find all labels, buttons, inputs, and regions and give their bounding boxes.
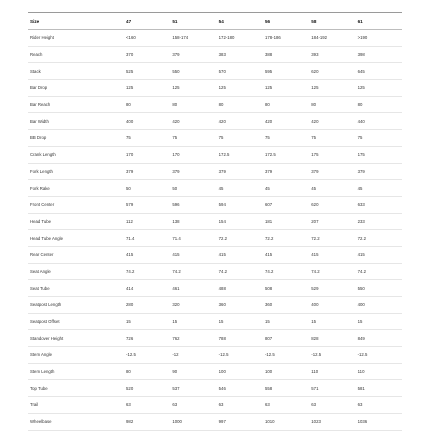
row-value: 525 — [124, 63, 170, 80]
row-value: 72.2 — [217, 230, 263, 247]
table-row — [28, 63, 402, 80]
row-value: 207 — [309, 213, 355, 230]
row-value: 1036 — [356, 413, 402, 430]
table-row — [28, 363, 402, 380]
row-value: 45 — [263, 180, 309, 197]
header-row — [28, 13, 402, 30]
row-value: 550 — [356, 280, 402, 297]
row-value: 75 — [170, 130, 216, 147]
row-value: 579 — [124, 196, 170, 213]
row-value: 620 — [309, 63, 355, 80]
table-row — [28, 330, 402, 347]
row-value: >190 — [356, 30, 402, 47]
row-value: -12.5 — [124, 347, 170, 364]
row-value: 175 — [309, 146, 355, 163]
row-value: 170 — [124, 146, 170, 163]
header-cell-size-1: 47 — [126, 18, 132, 24]
table-row — [28, 130, 402, 147]
row-label: Stack — [28, 63, 124, 80]
table-row — [28, 80, 402, 97]
row-label: Stem Angle — [28, 347, 124, 364]
row-value: 461 — [170, 280, 216, 297]
row-label: Standover Height — [28, 330, 124, 347]
row-value: 170 — [170, 146, 216, 163]
table-row — [28, 96, 402, 113]
table-row — [28, 297, 402, 314]
row-value: 570 — [217, 63, 263, 80]
row-value: 550 — [170, 63, 216, 80]
row-value: 596 — [170, 196, 216, 213]
table-row — [28, 180, 402, 197]
row-value: 415 — [217, 246, 263, 263]
row-label: Fork Length — [28, 163, 124, 180]
row-value: 80 — [124, 363, 170, 380]
row-value: 110 — [309, 363, 355, 380]
header-cell-size-6: 61 — [357, 18, 363, 24]
row-value: 181 — [263, 213, 309, 230]
row-value: 393 — [309, 46, 355, 63]
row-label: Trail — [28, 397, 124, 414]
row-value: 75 — [217, 130, 263, 147]
header-cell-size-3: 54 — [218, 18, 224, 24]
row-value: 71.4 — [170, 230, 216, 247]
row-value: 63 — [263, 397, 309, 414]
row-value: 74.2 — [263, 263, 309, 280]
table-row — [28, 413, 402, 430]
table-row — [28, 263, 402, 280]
row-value: 415 — [170, 246, 216, 263]
row-value: 508 — [263, 280, 309, 297]
row-value: 74.2 — [170, 263, 216, 280]
row-label: Reach — [28, 46, 124, 63]
row-value: 520 — [124, 380, 170, 397]
row-value: 726 — [124, 330, 170, 347]
row-label: Seat Tube — [28, 280, 124, 297]
table-header — [28, 13, 402, 30]
row-value: 125 — [170, 80, 216, 97]
row-value: 581 — [356, 380, 402, 397]
row-value: 420 — [217, 113, 263, 130]
row-value: 360 — [263, 297, 309, 314]
row-value: 45 — [356, 180, 402, 197]
row-value: 72.2 — [309, 230, 355, 247]
header-cell-size-5: 58 — [311, 18, 317, 24]
row-value: 63 — [217, 397, 263, 414]
row-value: 45 — [217, 180, 263, 197]
row-value: 172.5 — [217, 146, 263, 163]
row-label: Fork Rake — [28, 180, 124, 197]
row-value: 90 — [170, 363, 216, 380]
row-value: 80 — [309, 96, 355, 113]
row-value: <160 — [124, 30, 170, 47]
table-row — [28, 246, 402, 263]
row-value: 379 — [170, 163, 216, 180]
row-value: 112 — [124, 213, 170, 230]
row-value: 379 — [309, 163, 355, 180]
row-label: Bar Reach — [28, 96, 124, 113]
row-value: 74.2 — [217, 263, 263, 280]
row-value: 633 — [356, 196, 402, 213]
table-row — [28, 113, 402, 130]
row-label: BB Drop — [28, 130, 124, 147]
row-value: 63 — [170, 397, 216, 414]
row-label: Wheelbase — [28, 413, 124, 430]
table-row — [28, 397, 402, 414]
row-label: Rear Center — [28, 246, 124, 263]
table-row — [28, 196, 402, 213]
row-value: 80 — [124, 96, 170, 113]
row-value: 138 — [170, 213, 216, 230]
row-value: 233 — [356, 213, 402, 230]
row-value: 360 — [217, 297, 263, 314]
row-label: Top Tube — [28, 380, 124, 397]
geometry-table — [28, 12, 402, 431]
row-value: 15 — [217, 313, 263, 330]
row-value: 415 — [356, 246, 402, 263]
row-value: 50 — [170, 180, 216, 197]
row-value: 75 — [309, 130, 355, 147]
row-value: 175 — [356, 146, 402, 163]
row-value: 788 — [217, 330, 263, 347]
row-label: Rider Height — [28, 30, 124, 47]
row-value: 178-186 — [263, 30, 309, 47]
table-row — [28, 46, 402, 63]
row-value: 158-174 — [170, 30, 216, 47]
row-value: 1023 — [309, 413, 355, 430]
row-label: Seatpost Length — [28, 297, 124, 314]
row-value: 63 — [124, 397, 170, 414]
row-value: 645 — [356, 63, 402, 80]
row-value: 125 — [124, 80, 170, 97]
row-value: 440 — [356, 113, 402, 130]
row-value: 849 — [356, 330, 402, 347]
row-value: -12.5 — [309, 347, 355, 364]
row-label: Bar Drop — [28, 80, 124, 97]
row-value: 50 — [124, 180, 170, 197]
row-value: 571 — [309, 380, 355, 397]
row-value: 80 — [356, 96, 402, 113]
row-label: Head Tube — [28, 213, 124, 230]
row-value: 982 — [124, 413, 170, 430]
row-value: 379 — [263, 163, 309, 180]
row-value: 75 — [263, 130, 309, 147]
row-value: 15 — [356, 313, 402, 330]
row-value: 400 — [356, 297, 402, 314]
row-value: 379 — [217, 163, 263, 180]
row-value: 15 — [170, 313, 216, 330]
row-value: 110 — [356, 363, 402, 380]
row-value: 546 — [217, 380, 263, 397]
row-value: 1010 — [263, 413, 309, 430]
row-value: 388 — [263, 46, 309, 63]
table-row — [28, 280, 402, 297]
row-value: 420 — [309, 113, 355, 130]
row-value: 420 — [263, 113, 309, 130]
row-value: 607 — [263, 196, 309, 213]
row-value: 15 — [309, 313, 355, 330]
row-value: 75 — [356, 130, 402, 147]
row-value: 74.2 — [356, 263, 402, 280]
row-value: 320 — [170, 297, 216, 314]
row-value: 75 — [124, 130, 170, 147]
row-value: 762 — [170, 330, 216, 347]
row-value: 184-192 — [309, 30, 355, 47]
row-value: 488 — [217, 280, 263, 297]
row-value: 80 — [170, 96, 216, 113]
row-value: 63 — [309, 397, 355, 414]
table-row — [28, 313, 402, 330]
table-body — [28, 30, 402, 431]
row-label: Stem Length — [28, 363, 124, 380]
row-value: 125 — [217, 80, 263, 97]
row-label: Front Center — [28, 196, 124, 213]
row-value: -12.5 — [263, 347, 309, 364]
row-value: 172.5 — [263, 146, 309, 163]
row-value: 80 — [263, 96, 309, 113]
row-value: 45 — [309, 180, 355, 197]
row-value: 415 — [124, 246, 170, 263]
table-row — [28, 347, 402, 364]
header-cell-size: Size — [30, 18, 40, 24]
header-cell-size-4: 56 — [264, 18, 271, 24]
row-value: 72.2 — [356, 230, 402, 247]
row-value: 72.2 — [263, 230, 309, 247]
row-value: 400 — [309, 297, 355, 314]
row-value: 415 — [263, 246, 309, 263]
row-value: 154 — [217, 213, 263, 230]
row-value: 379 — [124, 163, 170, 180]
row-value: 74.2 — [309, 263, 355, 280]
row-value: 828 — [309, 330, 355, 347]
row-value: 379 — [356, 163, 402, 180]
row-value: 558 — [263, 380, 309, 397]
row-value: 997 — [217, 413, 263, 430]
header-cell-size-2: 51 — [172, 18, 178, 24]
row-value: 1000 — [170, 413, 216, 430]
row-value: 63 — [356, 397, 402, 414]
row-label: Crank Length — [28, 146, 124, 163]
row-label: Bar Width — [28, 113, 124, 130]
row-value: 595 — [263, 63, 309, 80]
row-value: 15 — [124, 313, 170, 330]
row-value: 414 — [124, 280, 170, 297]
row-value: 125 — [356, 80, 402, 97]
table-row — [28, 380, 402, 397]
row-value: 80 — [217, 96, 263, 113]
table-row — [28, 213, 402, 230]
row-value: 400 — [124, 113, 170, 130]
row-value: 420 — [170, 113, 216, 130]
table-row — [28, 30, 402, 47]
geometry-table-container — [28, 12, 402, 431]
row-value: -12.5 — [217, 347, 263, 364]
row-value: 74.2 — [124, 263, 170, 280]
row-value: 415 — [309, 246, 355, 263]
row-value: 370 — [124, 46, 170, 63]
row-value: 71.4 — [124, 230, 170, 247]
row-value: 383 — [217, 46, 263, 63]
row-value: 807 — [263, 330, 309, 347]
row-value: -12.5 — [356, 347, 402, 364]
row-label: Head Tube Angle — [28, 230, 124, 247]
table-row — [28, 230, 402, 247]
row-value: 280 — [124, 297, 170, 314]
row-value: 620 — [309, 196, 355, 213]
row-value: 594 — [217, 196, 263, 213]
row-value: 379 — [170, 46, 216, 63]
row-value: 172-180 — [217, 30, 263, 47]
row-value: 125 — [263, 80, 309, 97]
row-value: 398 — [356, 46, 402, 63]
row-value: 537 — [170, 380, 216, 397]
row-value: -12 — [170, 347, 216, 364]
row-value: 100 — [217, 363, 263, 380]
row-value: 100 — [263, 363, 309, 380]
row-label: Seat Angle — [28, 263, 124, 280]
table-row — [28, 163, 402, 180]
row-value: 15 — [263, 313, 309, 330]
row-value: 125 — [309, 80, 355, 97]
table-row — [28, 146, 402, 163]
row-value: 529 — [309, 280, 355, 297]
row-label: Seatpost Offset — [28, 313, 124, 330]
